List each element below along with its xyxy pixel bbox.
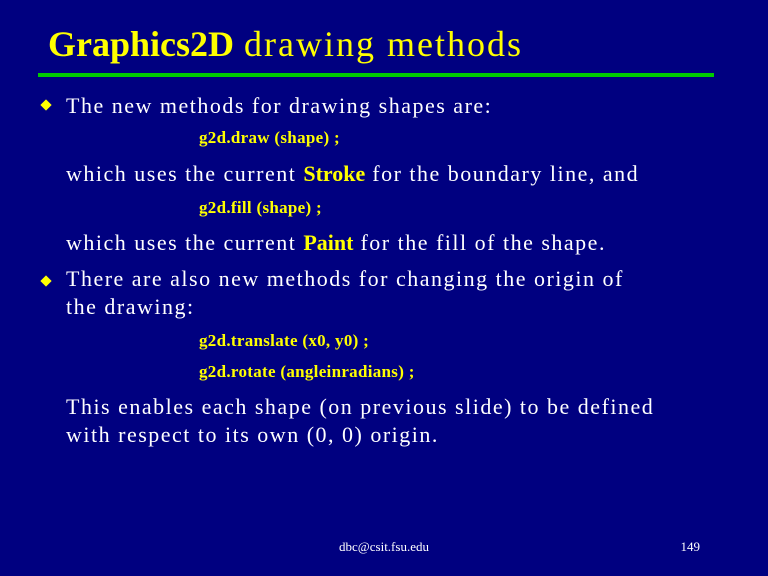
bullet-diamond-icon <box>40 99 51 110</box>
bullet-diamond-icon <box>40 275 51 286</box>
bullet1-text: The new methods for drawing shapes are: <box>66 93 493 118</box>
code-translate: g2d.translate (x0, y0) ; <box>199 331 370 350</box>
paint-pre: which uses the current <box>66 230 304 255</box>
paint-post: for the fill of the shape. <box>353 230 606 255</box>
title-rest: drawing methods <box>244 24 523 64</box>
bullet2-line2: the drawing: <box>66 294 195 319</box>
note-line1: This enables each shape (on previous slide) to be defined <box>66 394 655 419</box>
code-draw: g2d.draw (shape) ; <box>199 128 340 147</box>
stroke-line <box>66 161 639 187</box>
paint-line <box>66 230 606 256</box>
title-rule <box>38 73 714 77</box>
stroke-post: for the boundary line, and <box>365 161 640 186</box>
stroke-pre: which uses the current <box>66 161 304 186</box>
paint-keyword: Paint <box>303 230 354 255</box>
slide-title <box>48 22 523 66</box>
stroke-keyword: Stroke <box>303 161 366 186</box>
footer-email: dbc@csit.fsu.edu <box>339 539 429 554</box>
note-line2: with respect to its own (0, 0) origin. <box>66 422 439 447</box>
title-bold: Graphics2D <box>48 24 235 64</box>
code-fill: g2d.fill (shape) ; <box>199 198 322 217</box>
footer-page-number: 149 <box>680 539 700 554</box>
code-rotate: g2d.rotate (angleinradians) ; <box>199 362 415 381</box>
bullet2-line1: There are also new methods for changing the origin of <box>66 266 624 291</box>
